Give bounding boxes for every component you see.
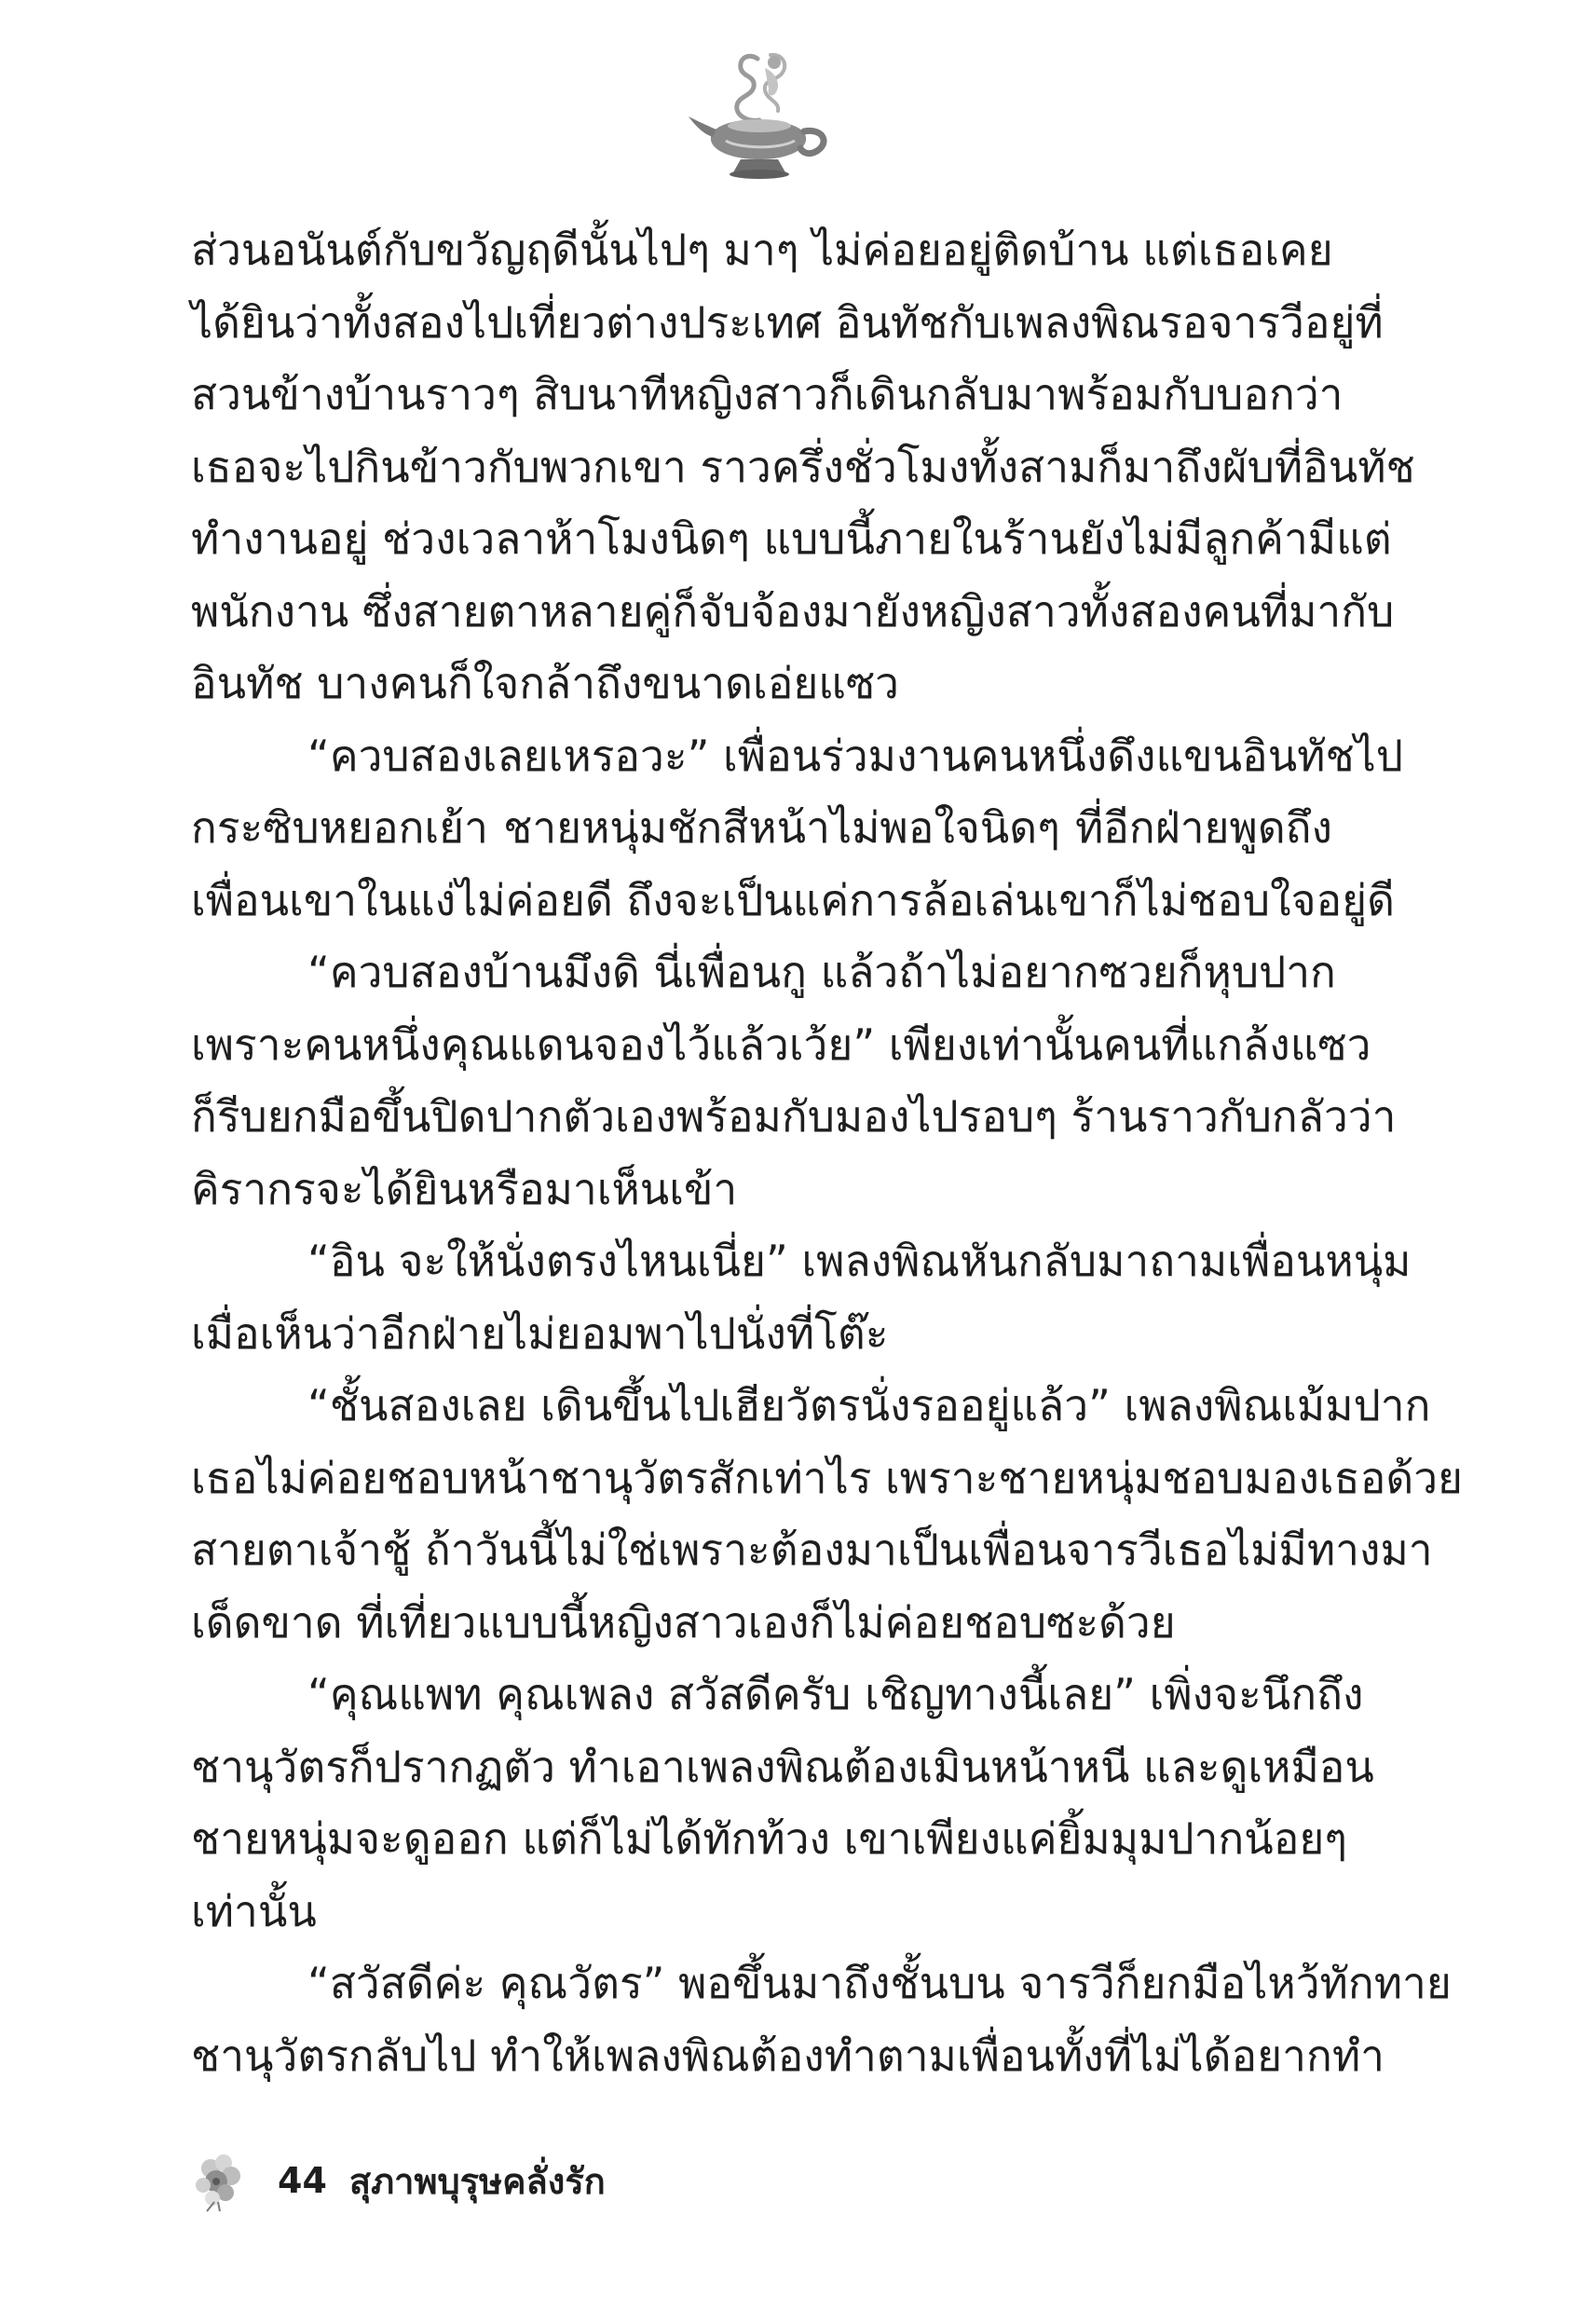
text-line: คิรากรจะได้ยินหรือมาเห็นเข้า — [191, 1163, 738, 1214]
genie-lamp-icon — [685, 51, 834, 186]
text-line: กระซิบหยอกเย้า ชายหนุ่มชักสีหน้าไม่พอใจนิดๆ ที่อีกฝ่ายพูดถึง — [191, 802, 1332, 853]
paragraph — [191, 720, 1404, 937]
text-line: สวนข้างบ้านราวๆ สิบนาทีหญิงสาวก็เดินกลับมาพร้อมกับบอกว่า — [191, 369, 1344, 419]
text-line: “ควบสองบ้านมึงดิ นี่เพื่อนกู แล้วถ้าไม่อยากซวยก็หุบปาก — [307, 947, 1336, 997]
page-footer — [186, 2148, 606, 2213]
text-line: ส่วนอนันต์กับขวัญฤดีนั้นไปๆ มาๆ ไม่ค่อยอยู่ติดบ้าน แต่เธอเคย — [191, 225, 1333, 275]
paragraph — [191, 1948, 1452, 2092]
paragraph — [191, 937, 1397, 1225]
text-line: ชานุวัตรก็ปรากฏตัว ทำเอาเพลงพิณต้องเมินหน้าหนี และดูเหมือน — [191, 1741, 1374, 1792]
text-line: “สวัสดีค่ะ คุณวัตร” พอขึ้นมาถึงชั้นบน จารวีก็ยกมือไหว้ทักทาย — [307, 1958, 1452, 2008]
text-line: เธอจะไปกินข้าวกับพวกเขา ราวครึ่งชั่วโมงทั้งสามก็มาถึงผับที่อินทัช — [191, 441, 1415, 492]
text-line: เด็ดขาด ที่เที่ยวแบบนี้หญิงสาวเองก็ไม่ค่อยชอบซะด้วย — [191, 1596, 1176, 1648]
body-text — [191, 214, 1463, 2092]
text-line: “อิน จะให้นั่งตรงไหนเนี่ย” เพลงพิณหันกลับมาถามเพื่อนหนุ่ม — [307, 1236, 1412, 1286]
text-line: เธอไม่ค่อยชอบหน้าชานุวัตรสักเท่าไร เพราะชายหนุ่มชอบมองเธอด้วย — [191, 1452, 1463, 1503]
text-line: “คุณแพท คุณเพลง สวัสดีครับ เชิญทางนี้เลย” เพิ่งจะนึกถึง — [307, 1669, 1364, 1719]
text-line: ชายหนุ่มจะดูออก แต่ก็ไม่ได้ทักท้วง เขาเพียงแค่ยิ้มมุมปากน้อยๆ — [191, 1813, 1348, 1864]
paragraph — [191, 1225, 1412, 1370]
text-line: ชานุวัตรกลับไป ทำให้เพลงพิณต้องทำตามเพื่อนทั้งที่ไม่ได้อยากทำ — [191, 2030, 1385, 2081]
flower-bouquet-icon — [186, 2148, 252, 2213]
text-line: เมื่อเห็นว่าอีกฝ่ายไม่ยอมพาไปนั่งที่โต๊ะ — [191, 1307, 889, 1359]
text-line: ได้ยินว่าทั้งสองไปเที่ยวต่างประเทศ อินทัชกับเพลงพิณรอจารวีอยู่ที่ — [191, 296, 1384, 348]
text-line: เพื่อนเขาในแง่ไม่ค่อยดี ถึงจะเป็นแค่การล้อเล่นเขาก็ไม่ชอบใจอยู่ดี — [191, 874, 1395, 925]
page-number: 44 — [278, 2160, 327, 2201]
paragraph — [191, 1659, 1374, 1948]
text-line: สายตาเจ้าชู้ ถ้าวันนี้ไม่ใช่เพราะต้องมาเป็นเพื่อนจารวีเธอไม่มีทางมา — [191, 1525, 1433, 1575]
text-line: “ควบสองเลยเหรอวะ” เพื่อนร่วมงานคนหนึ่งดึงแขนอินทัชไป — [307, 730, 1404, 781]
text-line: พนักงาน ซึ่งสายตาหลายคู่ก็จับจ้องมายังหญิงสาวทั้งสองคนที่มากับ — [191, 585, 1395, 636]
text-line: เพราะคนหนึ่งคุณแดนจองไว้แล้วเว้ย” เพียงเท่านั้นคนที่แกล้งแซว — [191, 1019, 1371, 1070]
text-line: เท่านั้น — [191, 1885, 317, 1936]
text-line: ก็รีบยกมือขึ้นปิดปากตัวเองพร้อมกับมองไปรอบๆ ร้านราวกับกลัวว่า — [191, 1091, 1397, 1142]
paragraph — [191, 214, 1415, 720]
paragraph — [191, 1370, 1463, 1659]
text-line: ทำงานอยู่ ช่วงเวลาห้าโมงนิดๆ แบบนี้ภายในร้านยังไม่มีลูกค้ามีแต่ — [191, 513, 1392, 564]
book-title: สุภาพบุรุษคลั่งรัก — [348, 2160, 606, 2202]
text-line: อินทัช บางคนก็ใจกล้าถึงขนาดเอ่ยแซว — [191, 658, 899, 708]
text-line: “ชั้นสองเลย เดินขึ้นไปเฮียวัตรนั่งรออยู่แล้ว” เพลงพิณเม้มปาก — [307, 1380, 1431, 1430]
